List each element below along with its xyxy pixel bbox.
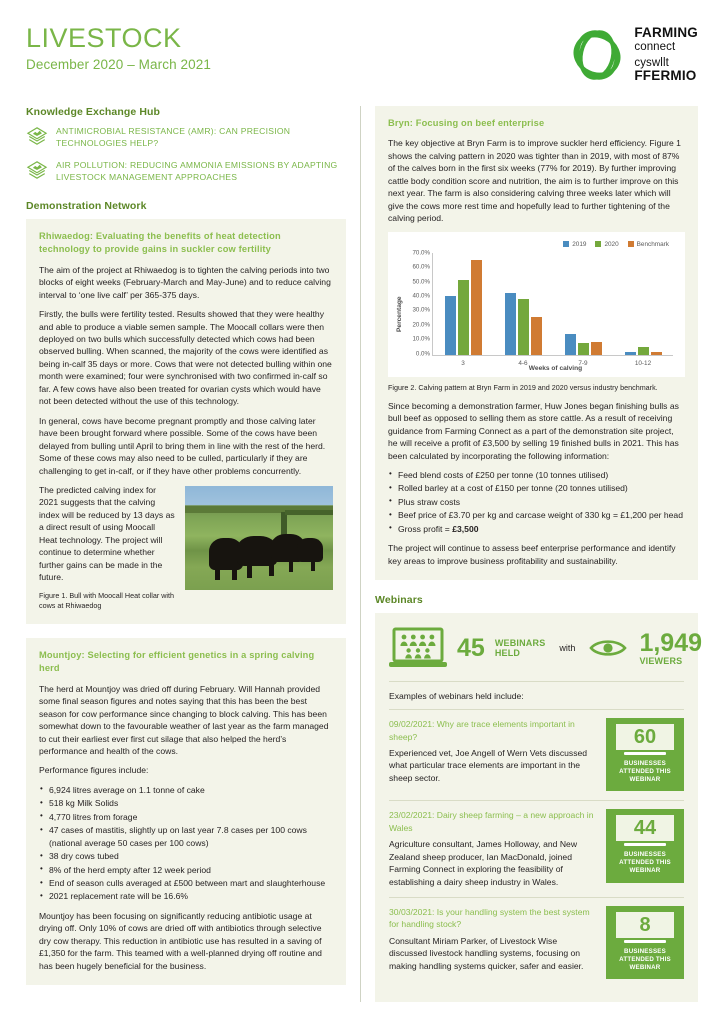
- title-block: [26, 24, 211, 72]
- keh-item-air-pollution[interactable]: [26, 159, 346, 184]
- webinars-box: [375, 613, 702, 1002]
- badge-laptop-base: [624, 752, 666, 755]
- list-item: • 2021 replacement rate will be 16.6%: [39, 890, 333, 902]
- swirl-ring-logo-icon: [569, 27, 625, 83]
- chart-y-ticks: [405, 239, 432, 373]
- figure-1-caption: Figure 1. Bull with Moocall Heat collar with cows at Rhiwaedog: [39, 590, 175, 610]
- webinars-count-label: [495, 638, 546, 659]
- status-badge: [606, 809, 684, 882]
- card-paragraph: Performance figures include:: [39, 765, 149, 776]
- list-item: • 4,770 litres from forage: [39, 811, 333, 823]
- content-columns: [0, 106, 724, 1002]
- webinar-title: 30/03/2021: Is your handling system the best system for handling stock?: [389, 907, 590, 930]
- x-tick-label: 3: [461, 359, 465, 367]
- chart-bar: [531, 317, 542, 355]
- x-tick-label: 7-9: [578, 359, 588, 367]
- card-paragraph: Mountjoy has been focusing on significantly reducing antibiotic usage at drying off. Only 10% of cows are dried off with antibiotics through selective dry cow therapy. This reduction in antibiotic use has resulted in a saving of £1,350 for the farm. This teamed with a well-planned drying off routine and has been hugely beneficial for the business.: [39, 910, 322, 971]
- chart-bar: [578, 343, 589, 355]
- figure-2-caption: Figure 2. Calving pattern at Bryn Farm in 2019 and 2020 versus industry benchmark.: [388, 382, 658, 392]
- logo-line-connect: connect: [634, 40, 676, 53]
- legend-swatch: [595, 241, 601, 247]
- chart-bar: [445, 296, 456, 354]
- x-tick-label: 4-6: [518, 359, 528, 367]
- status-badge: [606, 906, 684, 979]
- y-tick: 10.0%: [412, 335, 430, 343]
- logo-line-cyswllt: cyswllt: [634, 56, 669, 69]
- y-tick: 70.0%: [412, 249, 430, 257]
- list-item: • Rolled barley at a cost of £150 per tonne (20 tonnes utilised): [388, 482, 685, 494]
- webinars-list: [375, 681, 698, 1002]
- logo-line-farming: FARMING: [634, 25, 698, 40]
- chart-bar: [518, 299, 529, 354]
- badge-caption: BUSINESSES ATTENDED THIS WEBINAR: [619, 948, 671, 972]
- chart-legend: [563, 241, 669, 248]
- list-item: • Plus straw costs: [388, 496, 685, 508]
- page-subtitle: December 2020 – March 2021: [26, 57, 211, 73]
- list-item: • 38 dry cows tubed: [39, 850, 333, 862]
- left-column: [26, 106, 346, 1002]
- webinar-title: 09/02/2021: Why are trace elements important in sheep?: [389, 719, 575, 742]
- legend-swatch: [563, 241, 569, 247]
- chart-bar: [591, 342, 602, 354]
- webinars-stats: [375, 613, 702, 681]
- keh-item-amr[interactable]: [26, 125, 346, 150]
- chart-bar: [625, 352, 636, 355]
- list-item: • End of season culls averaged at £500 between mart and slaughterhouse: [39, 877, 333, 889]
- y-tick: 40.0%: [412, 292, 430, 300]
- knowledge-exchange-hub-label: Knowledge Exchange Hub: [26, 105, 161, 118]
- webinar-body: Experienced vet, Joe Angell of Wern Vets discussed what particular trace elements are important in the sheep sector.: [389, 748, 588, 783]
- webinar-text: [389, 809, 596, 888]
- badge-screen: [616, 724, 674, 750]
- figure-1-image: [185, 486, 333, 590]
- list-item: • 6,924 litres average on 1.1 tonne of cake: [39, 784, 333, 796]
- gross-profit-value: £3,500: [452, 523, 479, 534]
- chart-y-axis-title: Percentage: [396, 295, 403, 332]
- list-item: • Beef price of £3.70 per kg and carcase weight of 330 kg = £1,200 per head: [388, 509, 685, 521]
- eye-icon: [589, 637, 627, 659]
- chart-bar: [505, 293, 516, 354]
- card-mountjoy: [26, 638, 346, 985]
- page-header: [0, 0, 724, 84]
- card-paragraph: Firstly, the bulls were fertility tested. Results showed that they were healthy and able to produce a viable semen sample. The Moocall collars were then deployed on two bulls which successfully detected which cows had been observed bulling. When scanned, the majority of the cows were identified as being in-calf 35 days or more. Cows that were not detected bulling within one month were examined; four were synchronised with two confirmed in-calf so far. A few cows have also been treated for ovarian cysts which would have not been detected without the use of this technology.: [39, 309, 332, 407]
- badge-count: 60: [633, 726, 657, 749]
- y-tick: 60.0%: [412, 263, 430, 271]
- chart-group: [613, 253, 673, 367]
- card-title: Mountjoy: Selecting for efficient genetics in a spring calving herd: [39, 649, 315, 674]
- card-paragraph: Since becoming a demonstration farmer, Huw Jones began finishing bulls as bull beef as opposed to selling them as store cattle. As a result of receiving guidance from Farming Connect as a part of the demonstration site project, he will receive a profit of £3,500 by selling 19 finished bulls in 2021. This has been calculated by incorporating the following information:: [388, 400, 679, 461]
- list-item: • Feed blend costs of £250 per tonne (10 tonnes utilised): [388, 469, 685, 481]
- webinar-body: Consultant Miriam Parker, of Livestock Wise discussed livestock handling systems, focusing on making handling systems quicker, safer and easier.: [389, 935, 584, 971]
- webinars-intro: Examples of webinars held include:: [389, 681, 684, 709]
- badge-laptop-base: [624, 940, 666, 943]
- viewers-count: 1,949: [639, 628, 702, 657]
- y-tick: 30.0%: [412, 306, 430, 314]
- bryn-cost-list: [388, 469, 685, 535]
- column-divider: [360, 106, 361, 1002]
- list-item: • 47 cases of mastitis, slightly up on last year 7.8 cases per 100 cows (national average 50 cases per 100 cows): [39, 824, 333, 849]
- chart-bar: [565, 334, 576, 354]
- chart-bar: [638, 347, 649, 354]
- chart-group: [433, 253, 493, 367]
- y-tick: 20.0%: [412, 321, 430, 329]
- page-title: LIVESTOCK: [26, 23, 182, 53]
- badge-caption: BUSINESSES ATTENDED THIS WEBINAR: [619, 851, 671, 875]
- legend-item: [628, 241, 669, 248]
- list-item: • 518 kg Milk Solids: [39, 797, 333, 809]
- webinar-item[interactable]: [389, 800, 684, 897]
- card-paragraph: The aim of the project at Rhiwaedog is to tighten the calving periods into two blocks of eight weeks (February-March and May-June) and to reduce calving interval to ‘one live calf’ per 365-375 days.: [39, 264, 331, 300]
- performance-figures-list: [39, 784, 333, 903]
- webinars-count: 45: [457, 633, 485, 662]
- badge-count: 44: [633, 817, 657, 840]
- layers-icon: [26, 126, 48, 146]
- figure-2-chart: [388, 232, 685, 377]
- badge-screen: [616, 815, 674, 841]
- viewers-label: VIEWERS: [639, 655, 683, 666]
- layers-icon: [26, 160, 48, 180]
- webinars-label-line2: HELD: [494, 648, 521, 659]
- legend-item: [563, 241, 586, 248]
- keh-item-label: ANTIMICROBIAL RESISTANCE (AMR): CAN PRECISION TECHNOLOGIES HELP?: [56, 125, 291, 149]
- y-tick: 50.0%: [412, 278, 430, 285]
- laptop-people-icon: [389, 627, 447, 669]
- badge-laptop-base: [624, 843, 666, 846]
- webinars-label-line1: WEBINARS: [494, 637, 546, 648]
- webinar-item[interactable]: [389, 709, 684, 800]
- farming-connect-logo: [569, 24, 698, 84]
- demonstration-network-label: Demonstration Network: [26, 199, 147, 212]
- bar-chart: [394, 239, 679, 373]
- card-paragraph: The predicted calving index for 2021 suggests that the calving index will be reduced by 13 days as a direct result of using Moocall Heat technology. The project will continue to determine whether further gains can be made in the future.: [39, 484, 175, 583]
- chart-bar-groups: [433, 253, 673, 367]
- chart-group: [493, 253, 553, 367]
- chart-bar: [651, 352, 662, 354]
- card-paragraph: In general, cows have become pregnant promptly and those calving later have been brought forward where possible. Some of the cows have been delayed from bulling until April to bring them in line with the rest of the herd. Some of these cows may also need to be culled, particularly if they are challenging to get in-calf, or if they have other problems concurrently.: [39, 415, 326, 476]
- legend-swatch: [628, 241, 634, 247]
- chart-group: [553, 253, 613, 367]
- gross-profit-prefix: Gross profit =: [398, 523, 453, 534]
- webinar-text: [389, 906, 596, 972]
- chart-bar: [458, 280, 469, 354]
- card-paragraph: The project will continue to assess beef enterprise performance and identify key areas to improve business profitability and sustainability.: [388, 543, 676, 566]
- legend-item: [595, 241, 618, 248]
- webinar-body: Agriculture consultant, James Holloway, and New Zealand sheep producer, Ian MacDonald, joined Farming Connect in exploring the feasibility of establishing a dairy sheep industry in Wales.: [389, 839, 578, 887]
- card-paragraph: The herd at Mountjoy was dried off during February. Will Hannah provided some final season figures and notes saying that this has been the best season for cow performance since changing to block calving. This has been somewhat down to the favourable weather of last year as the farm managed to cut their earliest ever first cut silage that also helped the herd’s performance and health of the cows.: [39, 683, 329, 756]
- card-title: Bryn: Focusing on beef enterprise: [388, 117, 545, 128]
- card-title: Rhiwaedog: Evaluating the benefits of heat detection technology to provide gains in suckler cow fertility: [39, 230, 281, 255]
- right-column: [375, 106, 702, 1002]
- legend-label: 2020: [604, 240, 619, 248]
- card-paragraph: The key objective at Bryn Farm is to improve suckler herd efficiency. Figure 1 shows the calving pattern in 2020 was tighter than in 2019, with most of 87% of the calves born in the first six weeks (77% for 2019). By further improving cattle body condition score and nutrition, the aim is to further improve on this next year. The farm is also considering calving three weeks later which will give the cows more rest time and hopefully lead to further tightening of the calving period.: [388, 138, 681, 224]
- keh-item-label: AIR POLLUTION: REDUCING AMMONIA EMISSIONS BY ADAPTING LIVESTOCK MANAGEMENT APPROACHES: [56, 159, 338, 183]
- badge-screen: [616, 912, 674, 938]
- status-badge: [606, 718, 684, 791]
- list-item-gross-profit: [388, 523, 685, 535]
- legend-label: Benchmark: [636, 240, 669, 248]
- card-rhiwaedog: [26, 219, 346, 624]
- x-tick-label: 10-12: [634, 359, 652, 367]
- list-item: • 8% of the herd empty after 12 week period: [39, 864, 333, 876]
- chart-x-axis-title: Weeks of calving: [528, 364, 583, 372]
- legend-label: 2019: [572, 240, 587, 248]
- badge-caption: BUSINESSES ATTENDED THIS WEBINAR: [619, 760, 671, 784]
- with-connector: with: [559, 643, 576, 654]
- chart-plot-area: [432, 253, 673, 367]
- logo-wordmark: [634, 26, 698, 84]
- webinar-text: [389, 718, 596, 784]
- webinars-label: Webinars: [375, 594, 423, 607]
- viewers-block: [639, 628, 702, 666]
- badge-count: 8: [639, 914, 651, 937]
- chart-bar: [471, 260, 482, 355]
- webinar-title: 23/02/2021: Dairy sheep farming – a new approach in Wales: [389, 810, 594, 833]
- webinar-item[interactable]: [389, 897, 684, 988]
- card-bryn: [375, 106, 698, 580]
- y-tick: 0.0%: [415, 350, 430, 358]
- logo-line-ffermio: FFERMIO: [634, 68, 697, 84]
